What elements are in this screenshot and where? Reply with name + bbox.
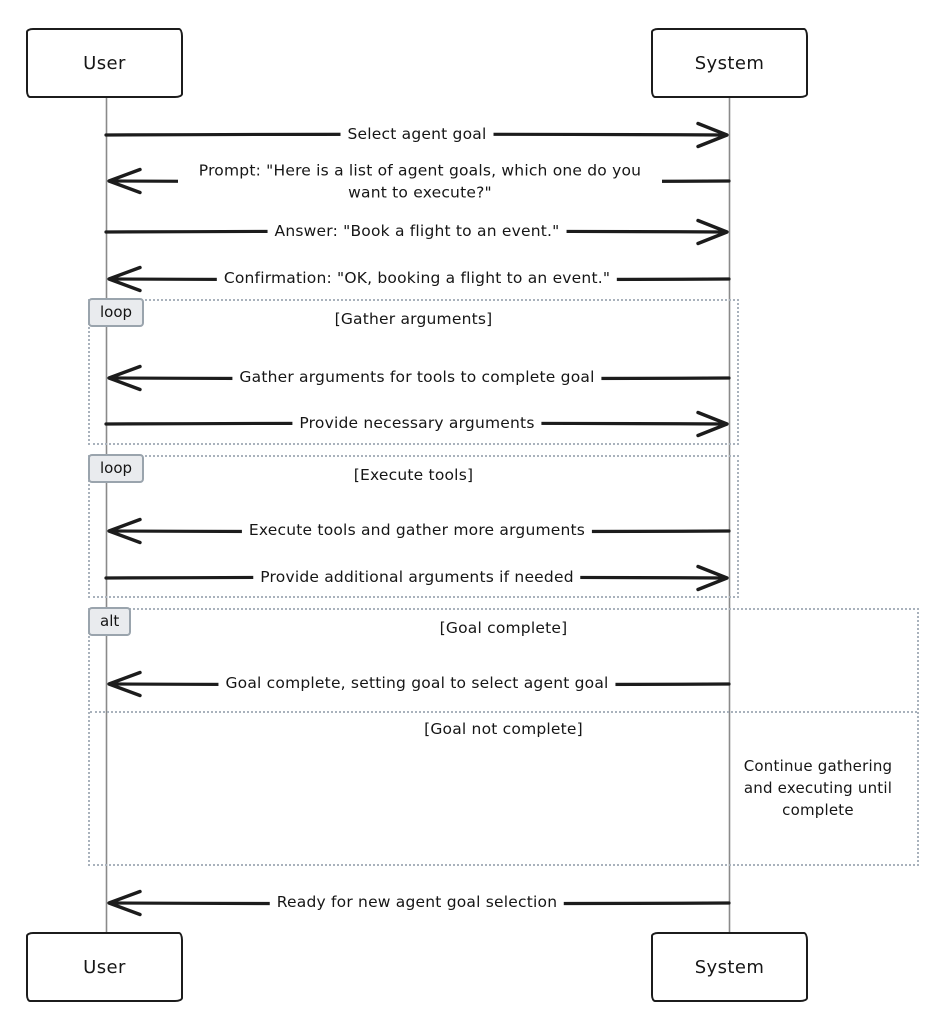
message-label: Execute tools and gather more arguments — [242, 519, 592, 543]
actor-system-bottom — [651, 932, 808, 1002]
actor-label: User — [83, 52, 126, 74]
message-label: Select agent goal — [341, 123, 494, 147]
loop-frame-condition: [Gather arguments] — [334, 310, 493, 328]
loop-frame-tag: loop — [88, 298, 144, 327]
actor-label: User — [83, 956, 126, 978]
alt-frame-note: Continue gathering and executing until complete — [743, 757, 893, 819]
alt-frame-else-condition: [Goal not complete] — [424, 720, 583, 738]
message-label: Goal complete, setting goal to select agent goal — [218, 672, 615, 696]
alt-frame-condition: [Goal complete] — [439, 619, 568, 637]
message-label: Ready for new agent goal selection — [270, 891, 564, 915]
actor-system-top — [651, 28, 808, 98]
actor-label: System — [694, 956, 765, 978]
loop-frame-tag: loop — [88, 454, 144, 483]
actor-user-bottom — [26, 932, 183, 1002]
message-label: Provide necessary arguments — [292, 412, 541, 436]
loop-frame-condition: [Execute tools] — [353, 466, 474, 484]
actor-label: System — [694, 52, 765, 74]
message-label: Prompt: "Here is a list of agent goals, which one do you want to execute?" — [178, 159, 662, 204]
message-label: Confirmation: "OK, booking a flight to an event." — [217, 267, 617, 291]
alt-frame-tag: alt — [88, 607, 131, 636]
message-label: Gather arguments for tools to complete goal — [232, 366, 601, 390]
message-label: Answer: "Book a flight to an event." — [268, 220, 567, 244]
alt-frame-divider — [90, 711, 917, 713]
alt-frame-goal-complete — [88, 608, 919, 866]
actor-user-top — [26, 28, 183, 98]
message-label: Provide additional arguments if needed — [253, 566, 580, 590]
